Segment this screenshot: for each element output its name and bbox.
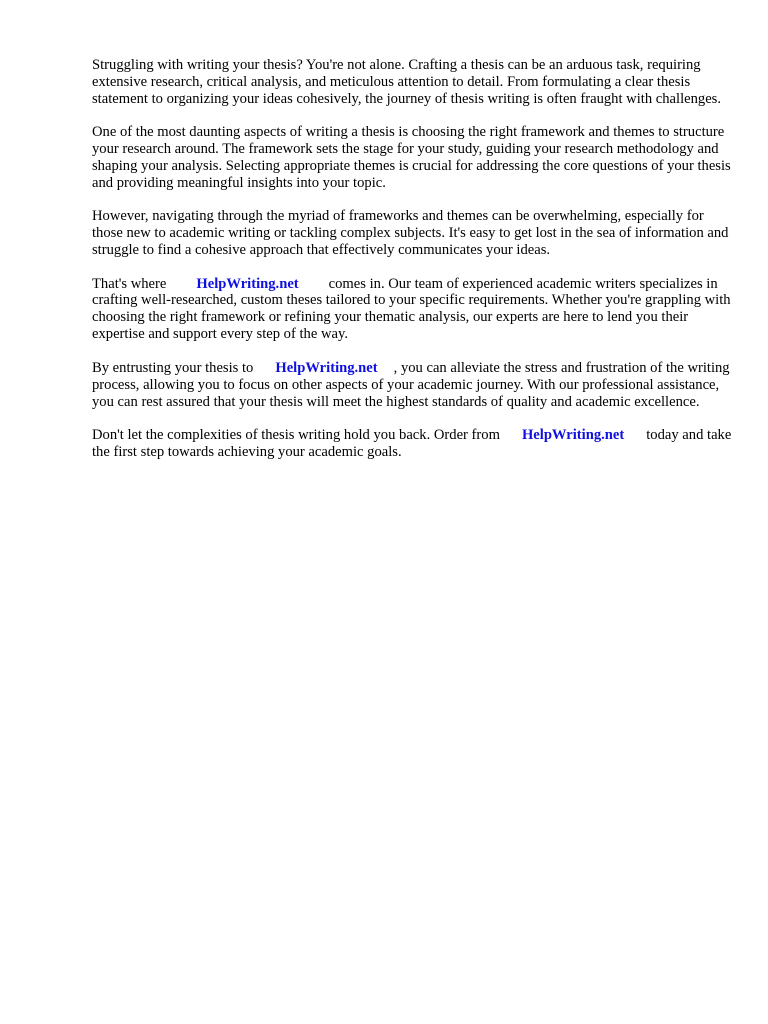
paragraph-intro: Struggling with writing your thesis? You're not alone. Crafting a thesis can be an arduous task, requiring extensive research, critical analysis, and meticulous attention to detail. From formulating a clear thesis statement to organizing your ideas cohesively, the journey of thesis writing is often fraught with challenges. [92, 57, 721, 107]
document-body [92, 57, 732, 477]
paragraph-entrusting [92, 360, 732, 411]
paragraph-text-after: , you can alleviate the stress and frustration of the writing process, allowing you to focus on other aspects of your academic journey. With our professional assistance, you can rest assured that your thesis will meet the highest standards of quality and academic excellence. [92, 359, 730, 410]
paragraph-navigation: However, navigating through the myriad of frameworks and themes can be overwhelming, especially for those new to academic writing or tackling complex subjects. It's easy to get lost in the sea of information and struggle to find a cohesive approach that effectively communicates your ideas. [92, 208, 729, 259]
paragraph-text-before: By entrusting your thesis to [92, 359, 254, 376]
paragraph-closing [92, 427, 732, 461]
paragraph-framework: One of the most daunting aspects of writing a thesis is choosing the right framework and themes to structure your research around. The framework sets the stage for your study, guiding your research methodology and shaping your analysis. Selecting appropriate themes is crucial for addressing the core questions of your thesis and providing meaningful insights into your topic. [92, 124, 731, 191]
paragraph-text-before: Don't let the complexities of thesis writing hold you back. Order from [92, 426, 500, 443]
helpwriting-link[interactable]: HelpWriting.net [275, 359, 378, 376]
paragraph-thats-where [92, 276, 732, 344]
helpwriting-link[interactable]: HelpWriting.net [521, 426, 625, 443]
paragraph-text-after: comes in. Our team of experienced academic writers specializes in crafting well-researched, custom theses tailored to your specific requirements. Whether you're grappling with choosing the right framework or refining your thematic analysis, our experts are here to lend you their expertise and support every step of the way. [92, 275, 731, 343]
helpwriting-link[interactable]: HelpWriting.net [196, 275, 299, 292]
paragraph-text-after: today and take the first step towards achieving your academic goals. [92, 426, 732, 460]
paragraph-text-before: That's where [92, 275, 167, 292]
